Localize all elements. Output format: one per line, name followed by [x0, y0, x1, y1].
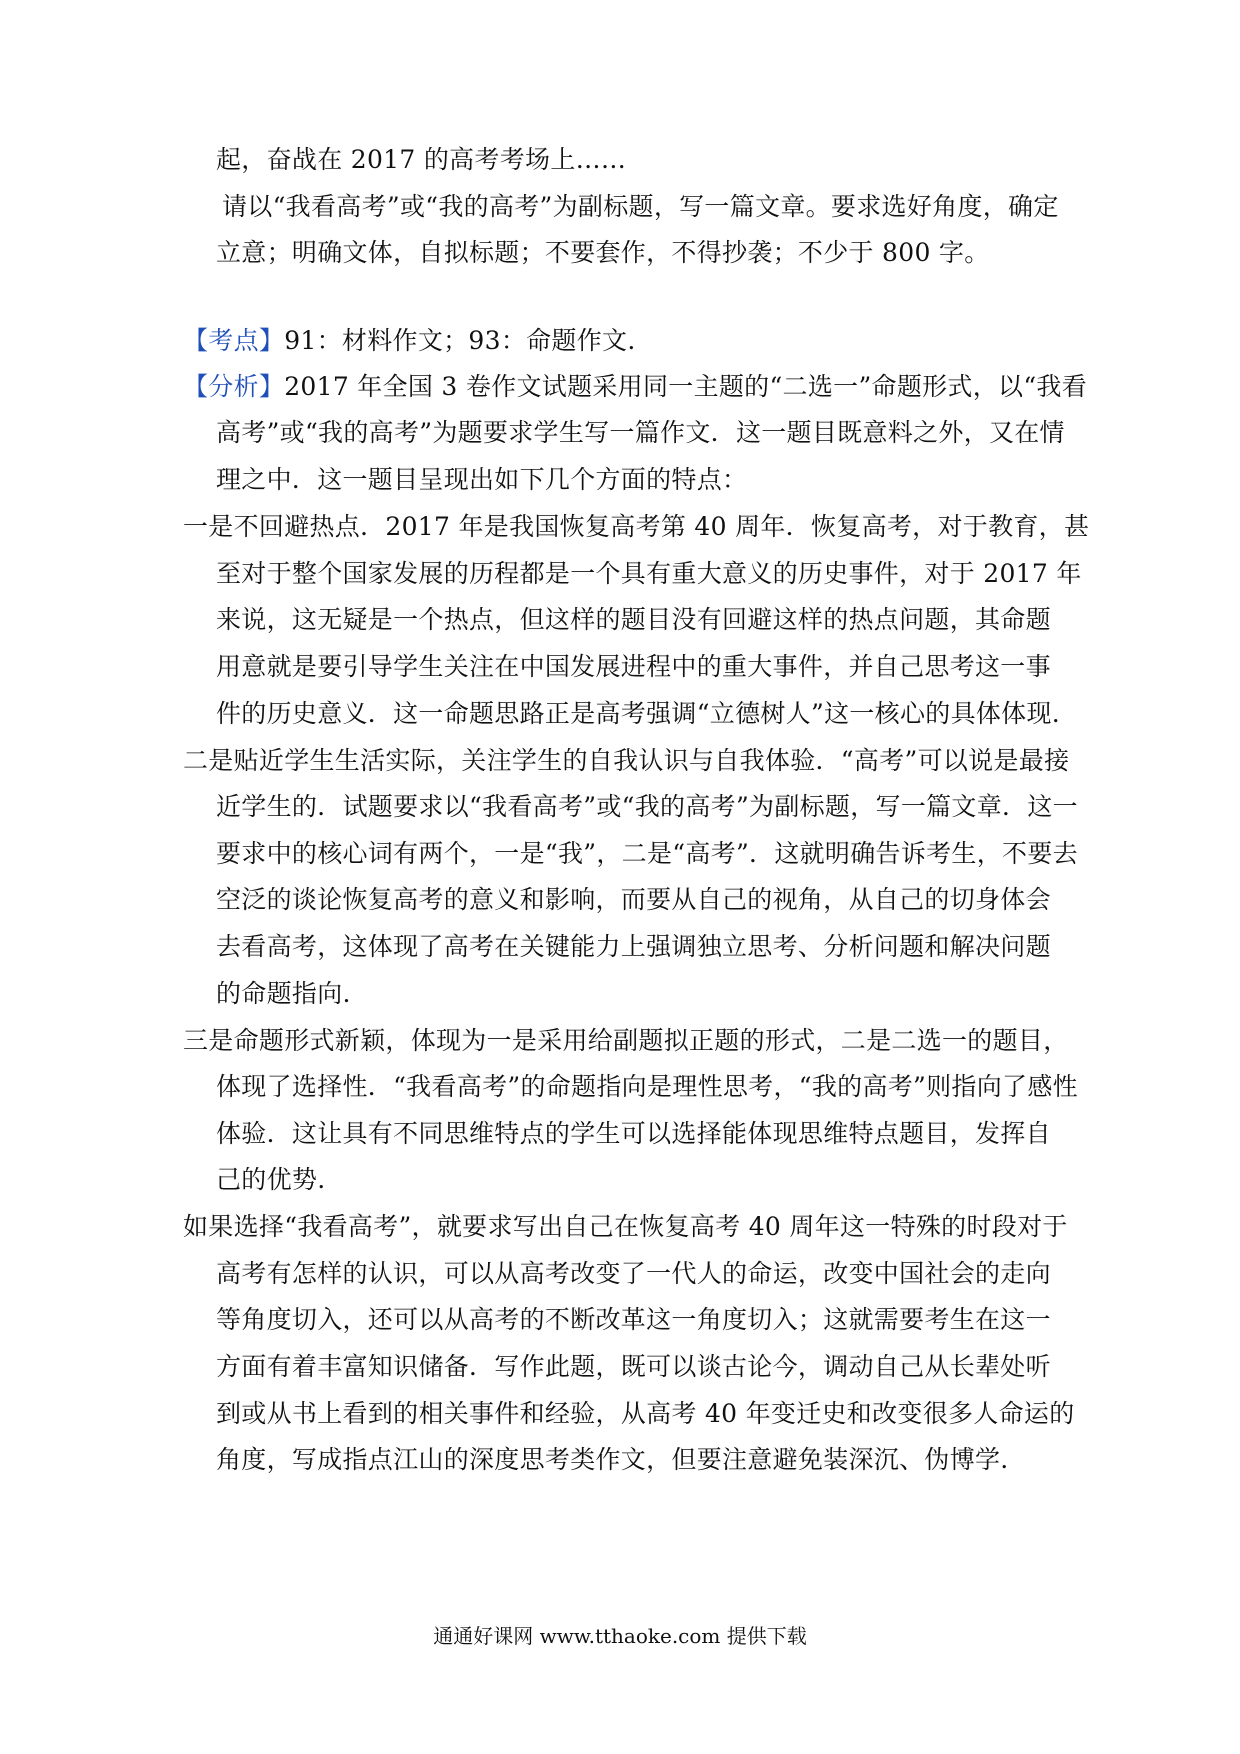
fenxi-line: 理之中．这一题目呈现出如下几个方面的特点： — [216, 465, 748, 494]
point-4-line: 角度，写成指点江山的深度思考类作文，但要注意避免装深沉、伪博学. — [216, 1445, 1009, 1474]
point-2-line: 二是贴近学生生活实际，关注学生的自我认识与自我体验．“高考”可以说是最接 — [183, 746, 1070, 775]
intro-line: 起，奋战在 2017 的高考考场上…… — [216, 145, 627, 174]
intro-line: 请以“我看高考”或“我的高考”为副标题，写一篇文章。要求选好角度，确定 — [222, 192, 1059, 221]
kaodian-line — [183, 324, 636, 358]
point-2-line: 要求中的核心词有两个，一是“我”，二是“高考”．这就明确告诉考生，不要去 — [216, 839, 1078, 868]
point-1-line: 来说，这无疑是一个热点，但这样的题目没有回避这样的热点问题，其命题 — [216, 605, 1051, 634]
point-3-line: 三是命题形式新颖，体现为一是采用给副题拟正题的形式，二是二选一的题目， — [183, 1026, 1069, 1055]
point-2-line: 的命题指向. — [216, 979, 351, 1008]
kaodian-tag: 【考点】 — [183, 326, 285, 355]
point-1-line: 一是不回避热点．2017 年是我国恢复高考第 40 周年．恢复高考，对于教育，甚 — [183, 512, 1090, 541]
point-1-line: 用意就是要引导学生关注在中国发展进程中的重大事件，并自己思考这一事 — [216, 652, 1051, 681]
footer-text: 通通好课网 www.tthaoke.com 提供下载 — [433, 1624, 807, 1648]
fenxi-line: 高考”或“我的高考”为题要求学生写一篇作文．这一题目既意料之外，又在情 — [216, 418, 1065, 447]
fenxi-text: 2017 年全国 3 卷作文试题采用同一主题的“二选一”命题形式，以“我看 — [284, 372, 1088, 401]
point-4-line: 方面有着丰富知识储备．写作此题，既可以谈古论今，调动自己从长辈处听 — [216, 1352, 1051, 1381]
kaodian-text: 91：材料作文；93：命题作文. — [284, 326, 636, 355]
point-4-line: 到或从书上看到的相关事件和经验，从高考 40 年变迁史和改变很多人命运的 — [216, 1399, 1075, 1428]
point-4-line: 高考有怎样的认识，可以从高考改变了一代人的命运，改变中国社会的走向 — [216, 1259, 1051, 1288]
point-1-line: 件的历史意义．这一命题思路正是高考强调“立德树人”这一核心的具体体现. — [216, 699, 1061, 728]
point-4-line: 如果选择“我看高考”，就要求写出自己在恢复高考 40 周年这一特殊的时段对于 — [183, 1212, 1068, 1241]
intro-line: 立意；明确文体，自拟标题；不要套作，不得抄袭；不少于 800 字。 — [216, 238, 990, 267]
point-1-line: 至对于整个国家发展的历程都是一个具有重大意义的历史事件，对于 2017 年 — [216, 559, 1082, 588]
fenxi-tag: 【分析】 — [183, 372, 285, 401]
point-2-line: 空泛的谈论恢复高考的意义和影响，而要从自己的视角，从自己的切身体会 — [216, 885, 1051, 914]
point-4-line: 等角度切入，还可以从高考的不断改革这一角度切入；这就需要考生在这一 — [216, 1305, 1051, 1334]
point-3-line: 体验．这让具有不同思维特点的学生可以选择能体现思维特点题目，发挥自 — [216, 1119, 1051, 1148]
point-3-line: 己的优势. — [216, 1165, 326, 1194]
point-2-line: 近学生的．试题要求以“我看高考”或“我的高考”为副标题，写一篇文章．这一 — [216, 792, 1078, 821]
point-2-line: 去看高考，这体现了高考在关键能力上强调独立思考、分析问题和解决问题 — [216, 932, 1051, 961]
fenxi-first-line — [183, 370, 1087, 404]
point-3-line: 体现了选择性．“我看高考”的命题指向是理性思考，“我的高考”则指向了感性 — [216, 1072, 1078, 1101]
